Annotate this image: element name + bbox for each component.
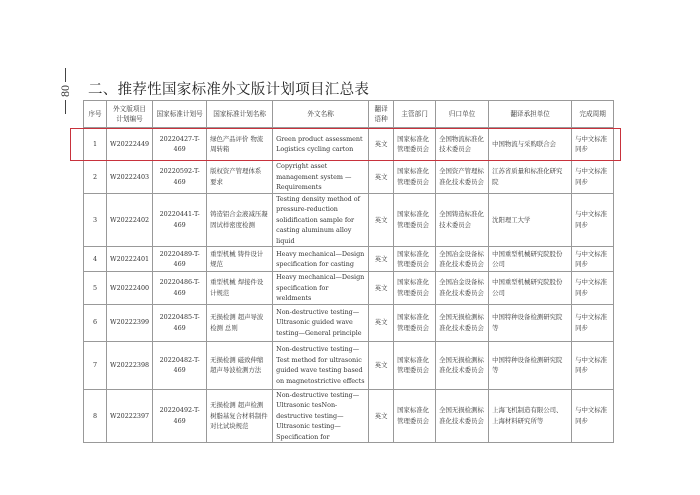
- header-cn-name: 国家标准计划名称: [207, 101, 273, 128]
- header-translator: 翻译承担单位: [489, 101, 572, 128]
- cell-project-code: W20222401: [107, 247, 153, 272]
- cell-committee: 全国铸造标准化技术委员会: [436, 193, 489, 247]
- cell-language: 英文: [369, 161, 394, 194]
- header-en-name: 外文名称: [273, 101, 369, 128]
- cell-no: 6: [84, 304, 107, 341]
- cell-period: 与中文标准同步: [572, 247, 614, 272]
- table-header-row: [84, 101, 614, 128]
- cell-plan-no: 20220427-T-469: [153, 128, 207, 161]
- cell-translator: 江苏省质量和标准化研究院: [489, 161, 572, 194]
- cell-language: 英文: [369, 304, 394, 341]
- page-number-rule-top: [65, 68, 66, 82]
- header-committee: 归口单位: [436, 101, 489, 128]
- cell-period: 与中文标准同步: [572, 161, 614, 194]
- cell-no: 5: [84, 272, 107, 305]
- cell-period: 与中文标准同步: [572, 193, 614, 247]
- cell-en-name: Testing density method of pressure-reduction solidification sample for casting aluminum alloy liquid: [273, 193, 369, 247]
- cell-plan-no: 20220489-T-469: [153, 247, 207, 272]
- cell-period: 与中文标准同步: [572, 341, 614, 389]
- cell-cn-name: 无损检测 磁致伸缩超声导波检测方法: [207, 341, 273, 389]
- cell-period: 与中文标准同步: [572, 304, 614, 341]
- cell-committee: 全国无损检测标准化技术委员会: [436, 389, 489, 443]
- cell-authority: 国家标准化管理委员会: [394, 193, 436, 247]
- cell-project-code: W20222402: [107, 193, 153, 247]
- cell-plan-no: 20220486-T-469: [153, 272, 207, 305]
- cell-project-code: W20222400: [107, 272, 153, 305]
- cell-authority: 国家标准化管理委员会: [394, 304, 436, 341]
- cell-cn-name: 无损检测 超声检测 树脂基复合材料制件对比试块规范: [207, 389, 273, 443]
- cell-language: 英文: [369, 389, 394, 443]
- cell-language: 英文: [369, 193, 394, 247]
- cell-translator: 中国重型机械研究院股份公司: [489, 247, 572, 272]
- cell-period: 与中文标准同步: [572, 128, 614, 161]
- cell-cn-name: 重型机械 铸件设计规范: [207, 247, 273, 272]
- cell-project-code: W20222449: [107, 128, 153, 161]
- cell-cn-name: 版权资产管理体系 要求: [207, 161, 273, 194]
- table-row: [84, 247, 614, 272]
- cell-plan-no: 20220482-T-469: [153, 341, 207, 389]
- table-row: [84, 128, 614, 161]
- cell-cn-name: 重型机械 焊接件设计规范: [207, 272, 273, 305]
- cell-authority: 国家标准化管理委员会: [394, 247, 436, 272]
- cell-en-name: Heavy mechanical—Design specification for casting: [273, 247, 369, 272]
- cell-plan-no: 20220441-T-469: [153, 193, 207, 247]
- cell-committee: 全国无损检测标准化技术委员会: [436, 341, 489, 389]
- cell-authority: 国家标准化管理委员会: [394, 272, 436, 305]
- header-project-code: 外文版项目计划编号: [107, 101, 153, 128]
- cell-no: 1: [84, 128, 107, 161]
- cell-cn-name: 铸造铝合金液减压凝固试样密度检测: [207, 193, 273, 247]
- cell-en-name: Heavy mechanical—Design specification for weldments: [273, 272, 369, 305]
- cell-no: 2: [84, 161, 107, 194]
- cell-no: 4: [84, 247, 107, 272]
- cell-translator: 中国特种设备检测研究院等: [489, 341, 572, 389]
- cell-language: 英文: [369, 341, 394, 389]
- table-row: [84, 193, 614, 247]
- cell-committee: 全国冶金设备标准化技术委员会: [436, 272, 489, 305]
- cell-project-code: W20222397: [107, 389, 153, 443]
- cell-language: 英文: [369, 247, 394, 272]
- header-period: 完成周期: [572, 101, 614, 128]
- cell-project-code: W20222399: [107, 304, 153, 341]
- cell-translator: 沈阳理工大学: [489, 193, 572, 247]
- header-language: 翻译语种: [369, 101, 394, 128]
- cell-committee: 全国资产管理标准化技术委员会: [436, 161, 489, 194]
- table-row: [84, 341, 614, 389]
- cell-plan-no: 20220485-T-469: [153, 304, 207, 341]
- cell-translator: 中国特种设备检测研究院等: [489, 304, 572, 341]
- cell-period: 与中文标准同步: [572, 389, 614, 443]
- cell-en-name: Non-destructive testing—Ultrasonic guided wave testing—General principle: [273, 304, 369, 341]
- header-plan-no: 国家标准计划号: [153, 101, 207, 128]
- cell-plan-no: 20220492-T-469: [153, 389, 207, 443]
- table-row: [84, 304, 614, 341]
- cell-project-code: W20222398: [107, 341, 153, 389]
- cell-translator: 上海飞机制造有限公司、上海材料研究所等: [489, 389, 572, 443]
- cell-committee: 全国冶金设备标准化技术委员会: [436, 247, 489, 272]
- cell-no: 8: [84, 389, 107, 443]
- cell-no: 7: [84, 341, 107, 389]
- cell-plan-no: 20220592-T-469: [153, 161, 207, 194]
- cell-authority: 国家标准化管理委员会: [394, 341, 436, 389]
- standards-plan-table: [83, 100, 614, 443]
- cell-committee: 全国物流标准化技术委员会: [436, 128, 489, 161]
- cell-en-name: Green product assessment Logistics cycling carton: [273, 128, 369, 161]
- cell-translator: 中国重型机械研究院股份公司: [489, 272, 572, 305]
- page-number-rule-bottom: [65, 100, 66, 114]
- cell-en-name: Copyright asset management system — Requirements: [273, 161, 369, 194]
- page-title: 二、推荐性国家标准外文版计划项目汇总表: [88, 82, 370, 98]
- cell-language: 英文: [369, 272, 394, 305]
- cell-project-code: W20222403: [107, 161, 153, 194]
- cell-translator: 中国物流与采购联合会: [489, 128, 572, 161]
- cell-authority: 国家标准化管理委员会: [394, 161, 436, 194]
- header-authority: 主管部门: [394, 101, 436, 128]
- cell-language: 英文: [369, 128, 394, 161]
- table-row: [84, 161, 614, 194]
- cell-committee: 全国无损检测标准化技术委员会: [436, 304, 489, 341]
- cell-authority: 国家标准化管理委员会: [394, 128, 436, 161]
- cell-authority: 国家标准化管理委员会: [394, 389, 436, 443]
- table-row: [84, 389, 614, 443]
- table-row: [84, 272, 614, 305]
- header-no: 序号: [84, 101, 107, 128]
- cell-en-name: Non-destructive testing—Ultrasonic tesNon-destructive testing—Ultrasonic testing—Specification for: [273, 389, 369, 443]
- page-number: 80: [57, 85, 72, 97]
- cell-en-name: Non-destructive testing—Test method for ultrasonic guided wave testing based on magnetostrictive effects: [273, 341, 369, 389]
- cell-cn-name: 绿色产品评价 物流周转箱: [207, 128, 273, 161]
- cell-period: 与中文标准同步: [572, 272, 614, 305]
- cell-cn-name: 无损检测 超声导波检测 总则: [207, 304, 273, 341]
- cell-no: 3: [84, 193, 107, 247]
- page-number-marker: [57, 68, 73, 158]
